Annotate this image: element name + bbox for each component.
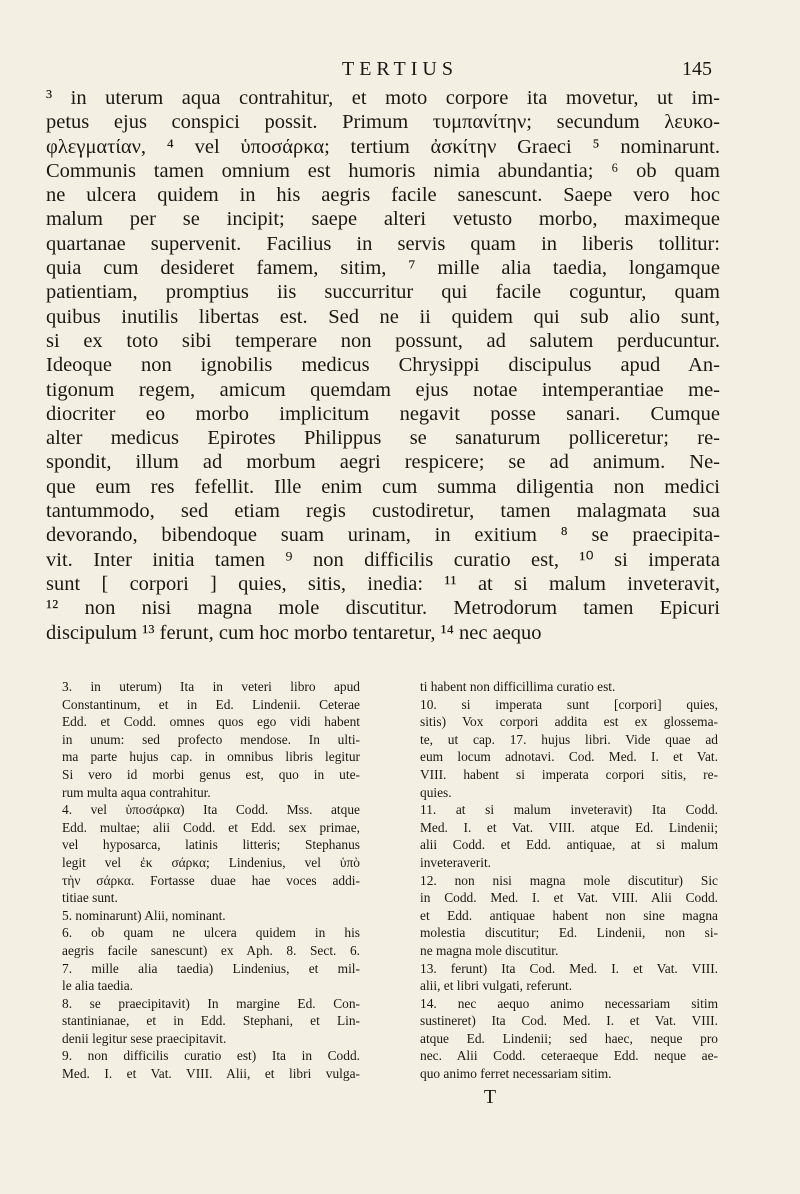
footnote-line: 8. se praecipitavit) In margine Ed. Con- — [62, 995, 360, 1011]
footnote-line: sustineret) Ita Cod. Med. I. et Vat. VIII. — [420, 1013, 718, 1029]
main-text-line: Ideoque non ignobilis medicus Chrysippi discipulus apud An- — [46, 354, 720, 377]
footnotes-right-column — [420, 678, 718, 1083]
footnote-line: eum locum adnotavi. Cod. Med. I. et Vat. — [420, 749, 718, 765]
footnote-line: sitis) Vox corpori addita est ex glossema- — [420, 714, 718, 730]
footnote-line: atque Ed. Lindenii; sed haec, neque pro — [420, 1030, 718, 1046]
footnote-line: Constantinum, et in Ed. Lindenii. Ceterae — [62, 696, 360, 712]
footnote-line: Med. I. et Vat. VIII. atque Ed. Lindenii; — [420, 819, 718, 835]
footnote-line: Si vero id morbi genus est, quo in ute- — [62, 766, 360, 782]
footnote-line: stantinianae, et in Edd. Stephani, et Lin- — [62, 1013, 360, 1029]
footnote-line: 7. mille alia taedia) Lindenius, et mil- — [62, 960, 360, 976]
main-text-block — [46, 86, 720, 645]
footnotes-left-column — [62, 678, 360, 1083]
footnote-line: 9. non difficilis curatio est) Ita in Codd. — [62, 1048, 360, 1064]
main-text-line: patientiam, promptius iis succurritur qui facile coguntur, quam — [46, 281, 720, 304]
footnote-line: legit vel ἐκ σάρκα; Lindenius, vel ὑπὸ — [62, 854, 360, 870]
footnote-line: quo animo ferret necessariam sitim. — [420, 1066, 612, 1082]
footnote-line: et Edd. antiquae habent non sine magna — [420, 907, 718, 923]
signature-mark: T — [483, 1086, 497, 1108]
main-text-line: discipulum ¹³ ferunt, cum hoc morbo tentaretur, ¹⁴ nec aequo — [46, 621, 542, 644]
footnote-line: vel hyposarca, latinis litteris; Stephanus — [62, 837, 360, 853]
footnotes — [62, 678, 722, 1098]
footnote-line: quies. — [420, 784, 452, 800]
main-text-line: alter medicus Epirotes Philippus se sanaturum polliceretur; re- — [46, 427, 720, 450]
footnote-line: denii legitur sese praecipitavit. — [62, 1030, 227, 1046]
footnote-line: alii, et libri vulgati, referunt. — [420, 978, 573, 994]
footnote-line: 4. vel ὑποσάρκα) Ita Codd. Mss. atque — [62, 802, 360, 818]
main-text-line: si ex toto sibi temperare non possunt, ad salutem perducuntur. — [46, 329, 720, 352]
main-text-line: ³ in uterum aqua contrahitur, et moto corpore ita movetur, ut im- — [46, 87, 720, 109]
main-text-line: quia cum desideret famem, sitim, ⁷ mille alia taedia, longamque — [46, 257, 720, 280]
running-head — [0, 58, 800, 84]
main-text-line: ¹² non nisi magna mole discutitur. Metrodorum tamen Epicuri — [46, 597, 720, 620]
main-text-line: vit. Inter initia tamen ⁹ non difficilis curatio est, ¹⁰ si imperata — [46, 548, 720, 571]
footnote-line: molestia discutitur; Ed. Lindenii, non si- — [420, 925, 718, 941]
footnote-line: inveteraverit. — [420, 854, 492, 870]
footnote-line: ma parte hujus cap. in omnibus libris legitur — [62, 749, 360, 765]
main-text-line: malum per se incipit; saepe alteri vetusto morbo, maximeque — [46, 208, 720, 231]
footnote-line: Med. I. et Vat. VIII. Alii, et libri vulga- — [62, 1066, 360, 1082]
footnote-line: te, ut cap. 17. hujus libri. Vide quae ad — [420, 731, 718, 747]
footnote-line: ti habent non difficillima curatio est. — [420, 679, 616, 694]
main-text-line: φλεγματίαν, ⁴ vel ὑποσάρκα; tertium ἀσκίτην Graeci ⁵ nominarunt. — [46, 135, 720, 158]
footnote-line: 12. non nisi magna mole discutitur) Sic — [420, 872, 718, 888]
footnote-line: 11. at si malum inveteravit) Ita Codd. — [420, 802, 718, 818]
main-text-line: Communis tamen omnium est humoris nimia abundantia; ⁶ ob quam — [46, 159, 720, 182]
footnote-line: 6. ob quam ne ulcera quidem in his — [62, 925, 360, 941]
main-text-line: ne ulcera quidem in his aegris facile sanescunt. Saepe vero hoc — [46, 184, 720, 207]
footnote-line: 5. nominarunt) Alii, nominant. — [62, 907, 226, 923]
footnote-line: τὴν σάρκα. Fortasse duae hae voces addi- — [62, 872, 360, 888]
main-text-line: sunt [ corpori ] quies, sitis, inedia: ¹¹ at si malum inveteravit, — [46, 572, 720, 595]
footnote-line: ne magna mole discutitur. — [420, 942, 559, 958]
footnote-line: 14. nec aequo animo necessariam sitim — [420, 995, 718, 1011]
footnote-line: VIII. habent si imperata corpori sitis, re- — [420, 766, 718, 782]
main-text-line: diocriter eo morbo implicitum negavit posse sanari. Cumque — [46, 402, 720, 425]
footnote-line: nec. Alii Codd. ceteraeque Edd. neque ae- — [420, 1048, 718, 1064]
main-text-line: devorando, bibendoque suam urinam, in exitium ⁸ se praecipita- — [46, 524, 720, 547]
main-text-line: quartanae supervenit. Facilius in servis quam in liberis tollitur: — [46, 232, 720, 255]
footnote-line: in Codd. Med. I. et Vat. VIII. Alii Codd. — [420, 890, 718, 906]
main-text-line: petus ejus conspici possit. Primum τυμπανίτην; secundum λευκο- — [46, 111, 720, 134]
footnote-line: le alia taedia. — [62, 978, 134, 994]
footnote-line: 3. in uterum) Ita in veteri libro apud — [62, 679, 360, 694]
footnote-line: rum multa aqua contrahitur. — [62, 784, 211, 800]
main-text-line: tantummodo, sed etiam regis custodiretur, tamen malagmata sua — [46, 500, 720, 523]
footnote-line: alii Codd. et Edd. antiquae, at si malum — [420, 837, 718, 853]
main-text-line: tigonum regem, amicum quemdam ejus notae intemperantiae me- — [46, 378, 720, 401]
main-text-line: quibus inutilis libertas est. Sed ne ii quidem qui sub alio sunt, — [46, 305, 720, 328]
main-text-line: que eum res fefellit. Ille enim cum summa diligentia non medici — [46, 475, 720, 498]
footnote-line: 13. ferunt) Ita Cod. Med. I. et Vat. VIII. — [420, 960, 718, 976]
main-text-line: spondit, illum ad morbum aegri respicere; se ad animum. Ne- — [46, 451, 720, 474]
footnote-line: in unum: sed profecto mendose. In ulti- — [62, 731, 360, 747]
footnote-line: aegris facile sanescunt) ex Aph. 8. Sect. 6. — [62, 942, 360, 958]
page-number: 145 — [682, 58, 712, 80]
footnote-line: titiae sunt. — [62, 890, 118, 906]
running-title: TERTIUS — [341, 58, 458, 80]
footnote-line: Edd. et Codd. omnes quos ego vidi habent — [62, 714, 360, 730]
footnote-line: 10. si imperata sunt [corpori] quies, — [420, 696, 718, 712]
footnote-line: Edd. multae; alii Codd. et Edd. sex primae, — [62, 819, 360, 835]
